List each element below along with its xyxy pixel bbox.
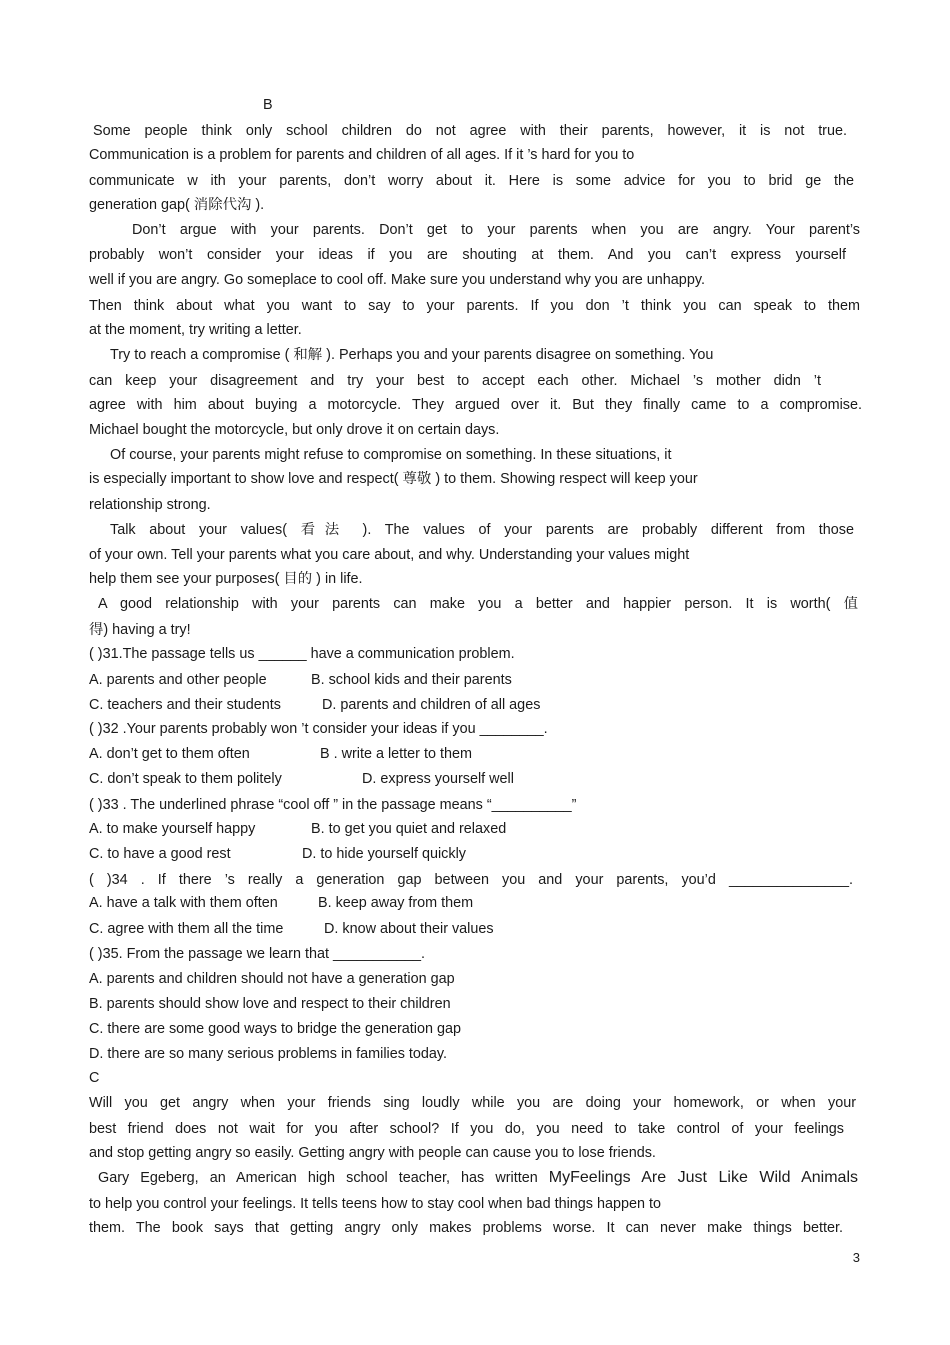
question-33-stem: ( )33 . The underlined phrase “cool off ” in the passage means “__________” [89, 797, 577, 813]
text-line: A good relationship with your parents can make you a better and happier person. It is worth( 值 [98, 596, 858, 612]
question-34-option-b: B. keep away from them [318, 895, 474, 911]
text-line-part: Gary Egeberg, an American high school teacher, has written [98, 1170, 538, 1186]
text-line: generation gap( 消除代沟 ). [89, 197, 265, 213]
question-31-option-c: C. teachers and their students [89, 697, 281, 713]
question-33-option-a: A. to make yourself happy [89, 821, 256, 837]
section-c-heading: C [89, 1070, 100, 1086]
text-line: of your own. Tell your parents what you care about, and why. Understanding your values might [89, 547, 690, 563]
text-line: at the moment, try writing a letter. [89, 322, 302, 338]
question-32-option-c: C. don’t speak to them politely [89, 771, 282, 787]
text-line: well if you are angry. Go someplace to cool off. Make sure you understand why you are unhappy. [89, 272, 705, 288]
question-35-option-c: C. there are some good ways to bridge the generation gap [89, 1021, 461, 1037]
question-31-option-b: B. school kids and their parents [311, 672, 512, 688]
text-line: to help you control your feelings. It tells teens how to stay cool when bad things happen to [89, 1196, 661, 1212]
question-33-option-d: D. to hide yourself quickly [302, 846, 466, 862]
text-line: Don’t argue with your parents. Don’t get to your parents when you are angry. Your parent’s [132, 222, 860, 238]
text-line: them. The book says that getting angry only makes problems worse. It can never make things better. [89, 1220, 843, 1236]
question-34-stem: ( )34 . If there ’s really a generation gap between you and your parents, you’d _______________. [89, 872, 853, 888]
question-32-option-a: A. don’t get to them often [89, 746, 250, 762]
text-line: can keep your disagreement and try your best to accept each other. Michael ’s mother didn ’t [89, 373, 821, 389]
question-31-stem: ( )31.The passage tells us ______ have a communication problem. [89, 646, 515, 662]
question-32-option-d: D. express yourself well [362, 771, 514, 787]
text-line: Michael bought the motorcycle, but only drove it on certain days. [89, 422, 500, 438]
text-line: probably won’t consider your ideas if you are shouting at them. And you can’t express yourself [89, 247, 846, 263]
text-line: Then think about what you want to say to your parents. If you don ’t think you can speak to them [89, 298, 860, 314]
page-number: 3 [852, 1250, 860, 1265]
text-line: help them see your purposes( 目的 ) in life. [89, 571, 363, 587]
question-33-option-b: B. to get you quiet and relaxed [311, 821, 507, 837]
text-line: Will you get angry when your friends sing loudly while you are doing your homework, or when your [89, 1095, 856, 1111]
question-31-option-d: D. parents and children of all ages [322, 697, 541, 713]
text-line: agree with him about buying a motorcycle. They argued over it. But they finally came to a compromise. [89, 397, 862, 413]
question-35-option-a: A. parents and children should not have a generation gap [89, 971, 455, 987]
question-35-option-d: D. there are so many serious problems in families today. [89, 1046, 448, 1062]
text-line: Try to reach a compromise ( 和解 ). Perhaps you and your parents disagree on something. You [110, 347, 714, 363]
text-line: communicate w ith your parents, don’t worry about it. Here is some advice for you to brid ge the [89, 173, 854, 189]
question-33-option-c: C. to have a good rest [89, 846, 231, 862]
text-line: Communication is a problem for parents and children of all ages. If it ’s hard for you to [89, 147, 635, 163]
question-32-option-b: B . write a letter to them [320, 746, 472, 762]
question-35-stem: ( )35. From the passage we learn that ___________. [89, 946, 425, 962]
question-34-option-c: C. agree with them all the time [89, 921, 284, 937]
question-34-option-d: D. know about their values [324, 921, 494, 937]
question-34-option-a: A. have a talk with them often [89, 895, 278, 911]
text-line: best friend does not wait for you after school? If you do, you need to take control of your feelings [89, 1121, 844, 1137]
text-line: and stop getting angry so easily. Getting angry with people can cause you to lose friends. [89, 1145, 656, 1161]
question-35-option-b: B. parents should show love and respect to their children [89, 996, 451, 1012]
book-title: MyFeelings Are Just Like Wild Animals [548, 1169, 859, 1186]
text-line: 得) having a try! [89, 622, 191, 638]
text-line: Of course, your parents might refuse to compromise on something. In these situations, it [110, 447, 672, 463]
section-b-heading: B [263, 97, 273, 113]
text-line [98, 1169, 858, 1187]
text-line: is especially important to show love and respect( 尊敬 ) to them. Showing respect will keep your [89, 471, 698, 487]
question-31-option-a: A. parents and other people [89, 672, 267, 688]
text-line: relationship strong. [89, 497, 211, 513]
text-line: Some people think only school children do not agree with their parents, however, it is not true. [93, 123, 847, 139]
question-32-stem: ( )32 .Your parents probably won ’t consider your ideas if you ________. [89, 721, 548, 737]
text-line: Talk about your values( 看法 ). The values of your parents are probably different from those [110, 522, 854, 538]
